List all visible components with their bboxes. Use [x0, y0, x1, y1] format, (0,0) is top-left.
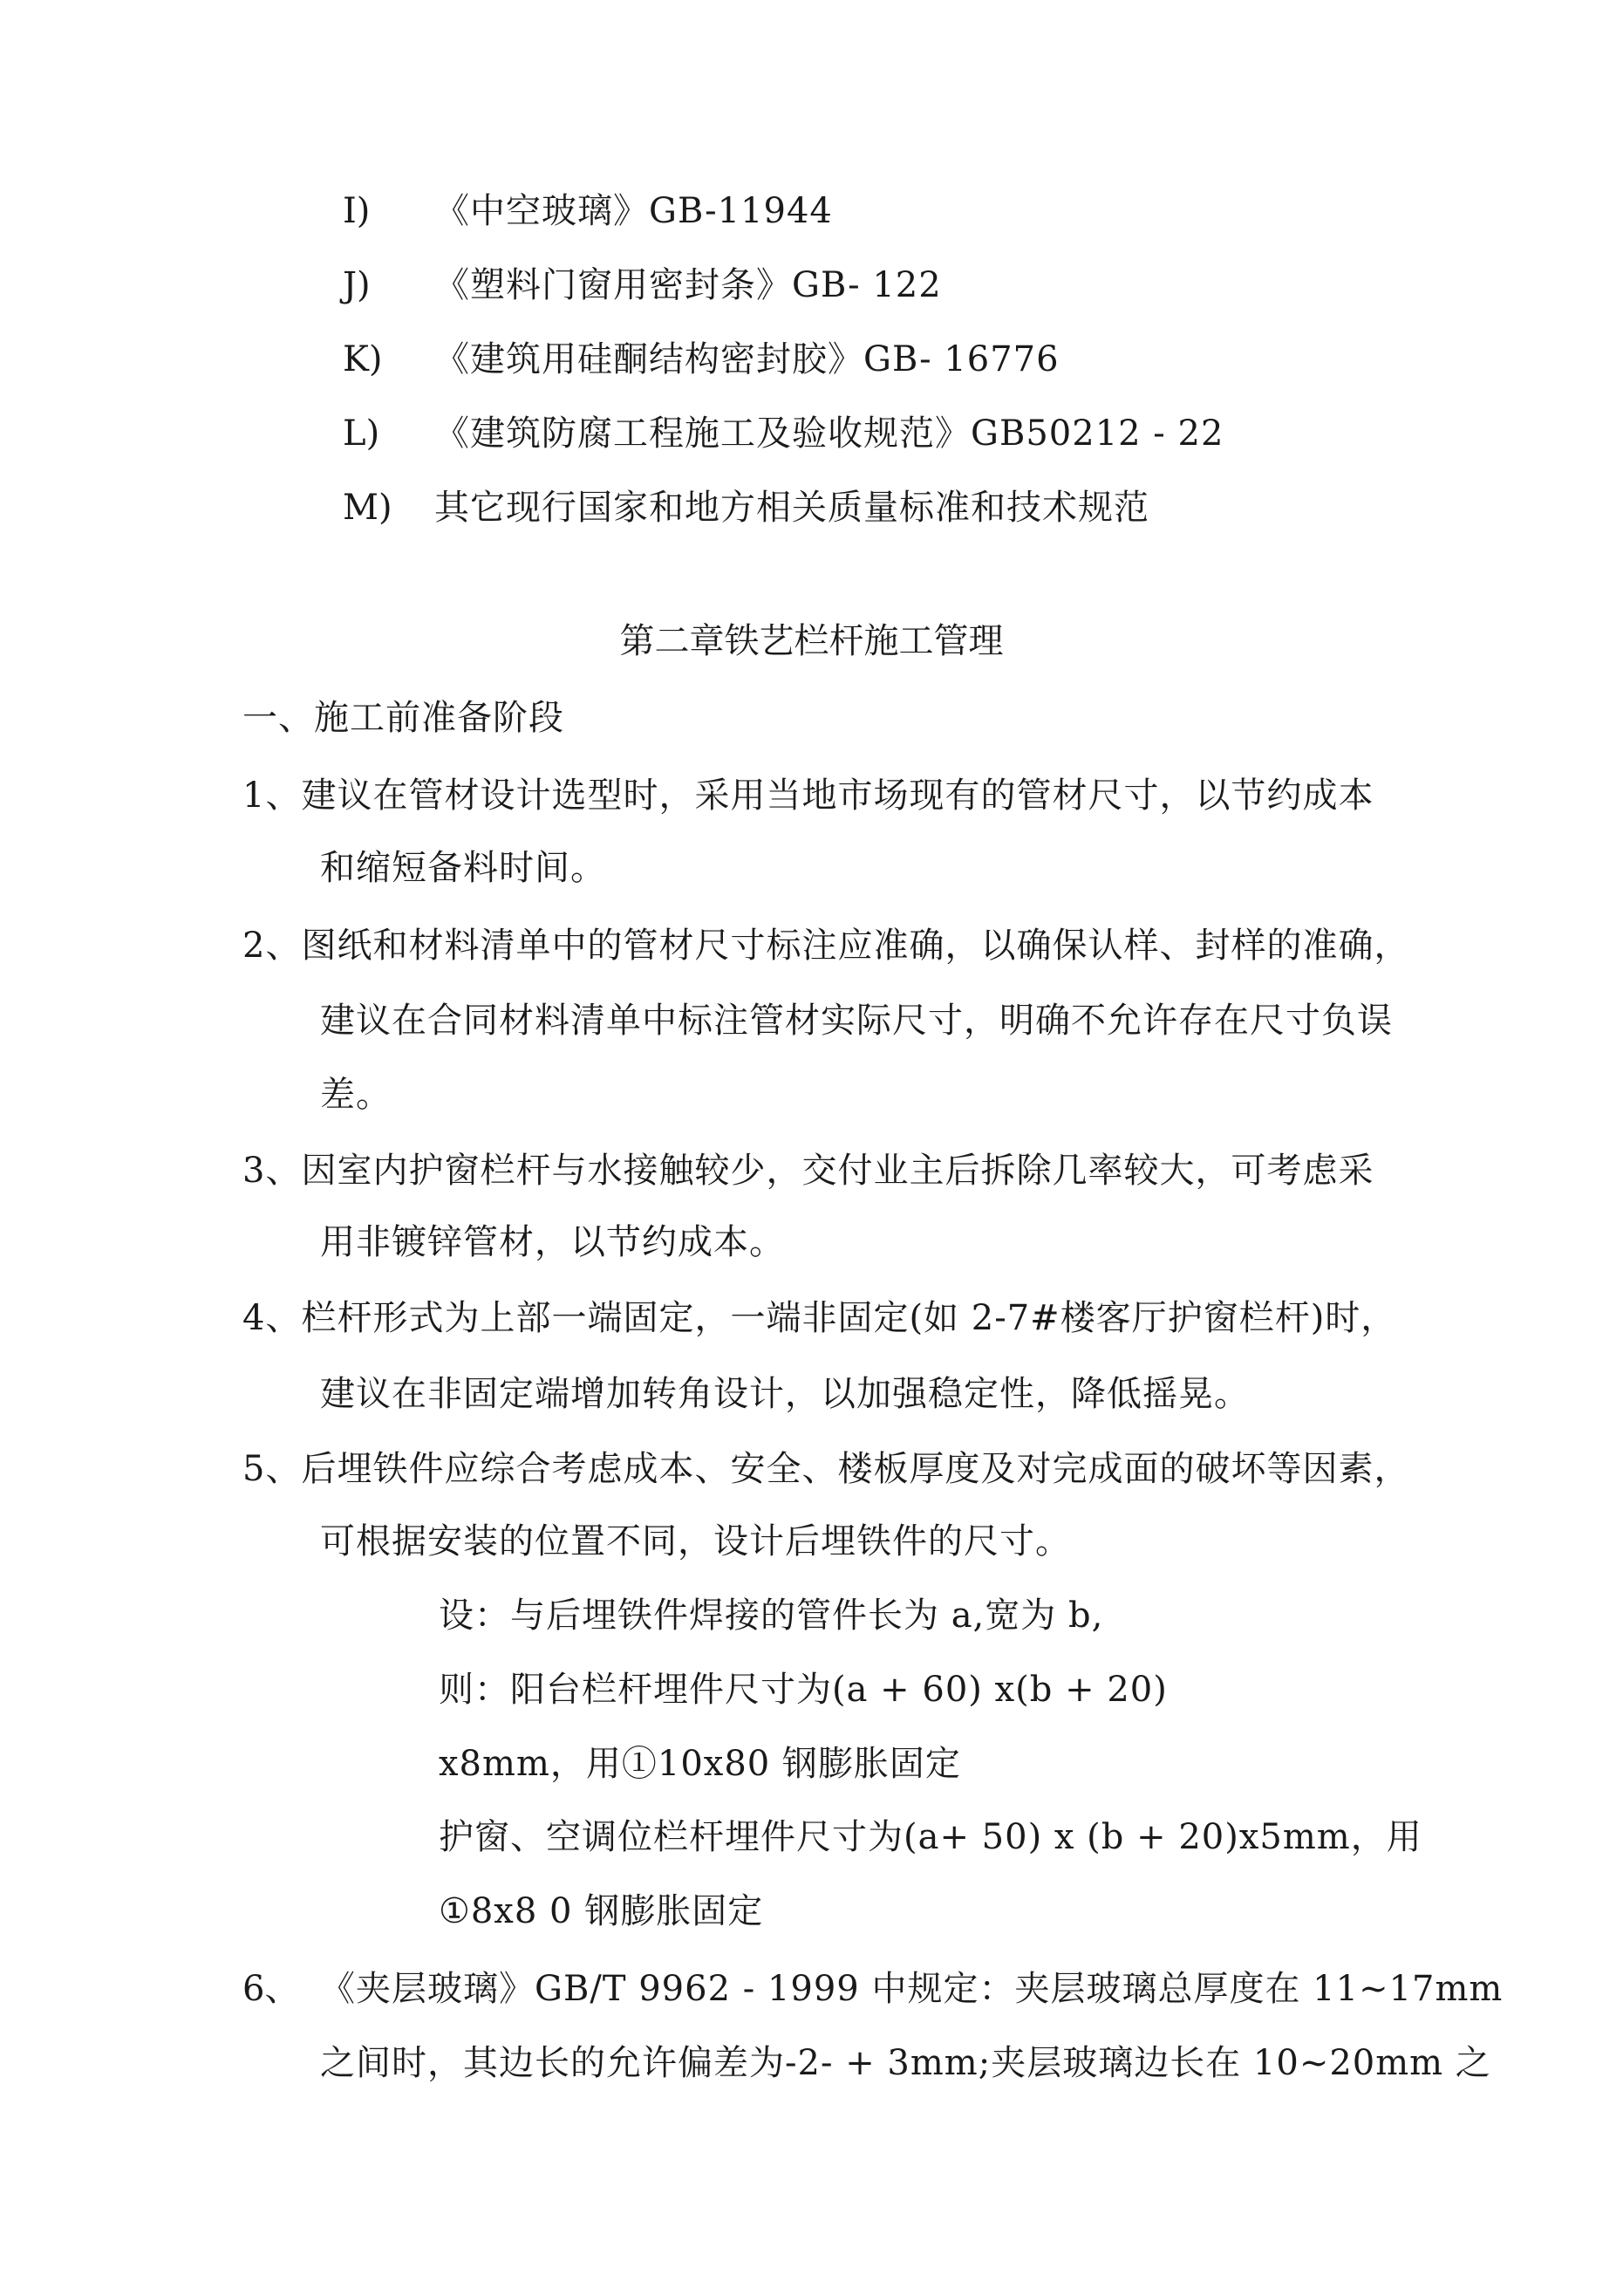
list-marker: I): [343, 191, 371, 231]
item-line: 用非镀锌管材，以节约成本。: [320, 1222, 785, 1262]
standard-item: 《中空玻璃》GB-11944: [434, 191, 833, 231]
item-line: 和缩短备料时间。: [320, 848, 606, 888]
standard-item: 其它现行国家和地方相关质量标准和技术规范: [434, 488, 1149, 528]
formula-line: 则：阳台栏杆埋件尺寸为(a + 60) x(b + 20): [439, 1670, 1168, 1710]
item-line: 1、建议在管材设计选型时，采用当地市场现有的管材尺寸，以节约成本: [242, 776, 1374, 816]
item-line: 建议在合同材料清单中标注管材实际尺寸，明确不允许存在尺寸负误: [320, 1001, 1393, 1041]
standard-item: 《建筑防腐工程施工及验收规范》GB50212 - 22: [434, 413, 1224, 454]
list-marker: J): [343, 265, 371, 305]
standard-item: 《塑料门窗用密封条》GB- 122: [434, 265, 942, 305]
formula-line: ①8x8 0 钢膨胀固定: [439, 1891, 764, 1931]
formula-line: x8mm，用①10x80 钢膨胀固定: [439, 1744, 961, 1784]
item-line: 差。: [320, 1075, 392, 1115]
list-marker: L): [343, 413, 380, 454]
item-line: 《夹层玻璃》GB/T 9962 - 1999 中规定：夹层玻璃总厚度在 11~17mm: [320, 1969, 1504, 2009]
item-6-marker: 6、: [242, 1969, 300, 2009]
item-line: 3、因室内护窗栏杆与水接触较少，交付业主后拆除几率较大，可考虑采: [242, 1151, 1374, 1191]
formula-line: 设：与后埋铁件焊接的管件长为 a,宽为 b,: [439, 1596, 1104, 1636]
section-title: 一、施工前准备阶段: [242, 698, 564, 738]
item-line: 5、后埋铁件应综合考虑成本、安全、楼板厚度及对完成面的破坏等因素，: [242, 1449, 1410, 1489]
item-line: 之间时，其边长的允许偏差为-2- + 3mm;夹层玻璃边长在 10~20mm 之: [320, 2043, 1491, 2083]
item-line: 建议在非固定端增加转角设计，以加强稳定性，降低摇晃。: [320, 1374, 1250, 1414]
list-marker: M): [343, 488, 392, 528]
item-line: 4、栏杆形式为上部一端固定，一端非固定(如 2-7#楼客厅护窗栏杆)时，: [242, 1298, 1397, 1338]
list-marker: K): [343, 339, 383, 379]
item-line: 2、图纸和材料清单中的管材尺寸标注应准确，以确保认样、封样的准确，: [242, 926, 1410, 966]
chapter-title: 第二章铁艺栏杆施工管理: [619, 621, 1004, 661]
standard-item: 《建筑用硅酮结构密封胶》GB- 16776: [434, 339, 1060, 379]
formula-line: 护窗、空调位栏杆埋件尺寸为(a+ 50) x (b + 20)x5mm，用: [439, 1817, 1422, 1857]
item-line: 可根据安装的位置不同，设计后埋铁件的尺寸。: [320, 1521, 1071, 1561]
